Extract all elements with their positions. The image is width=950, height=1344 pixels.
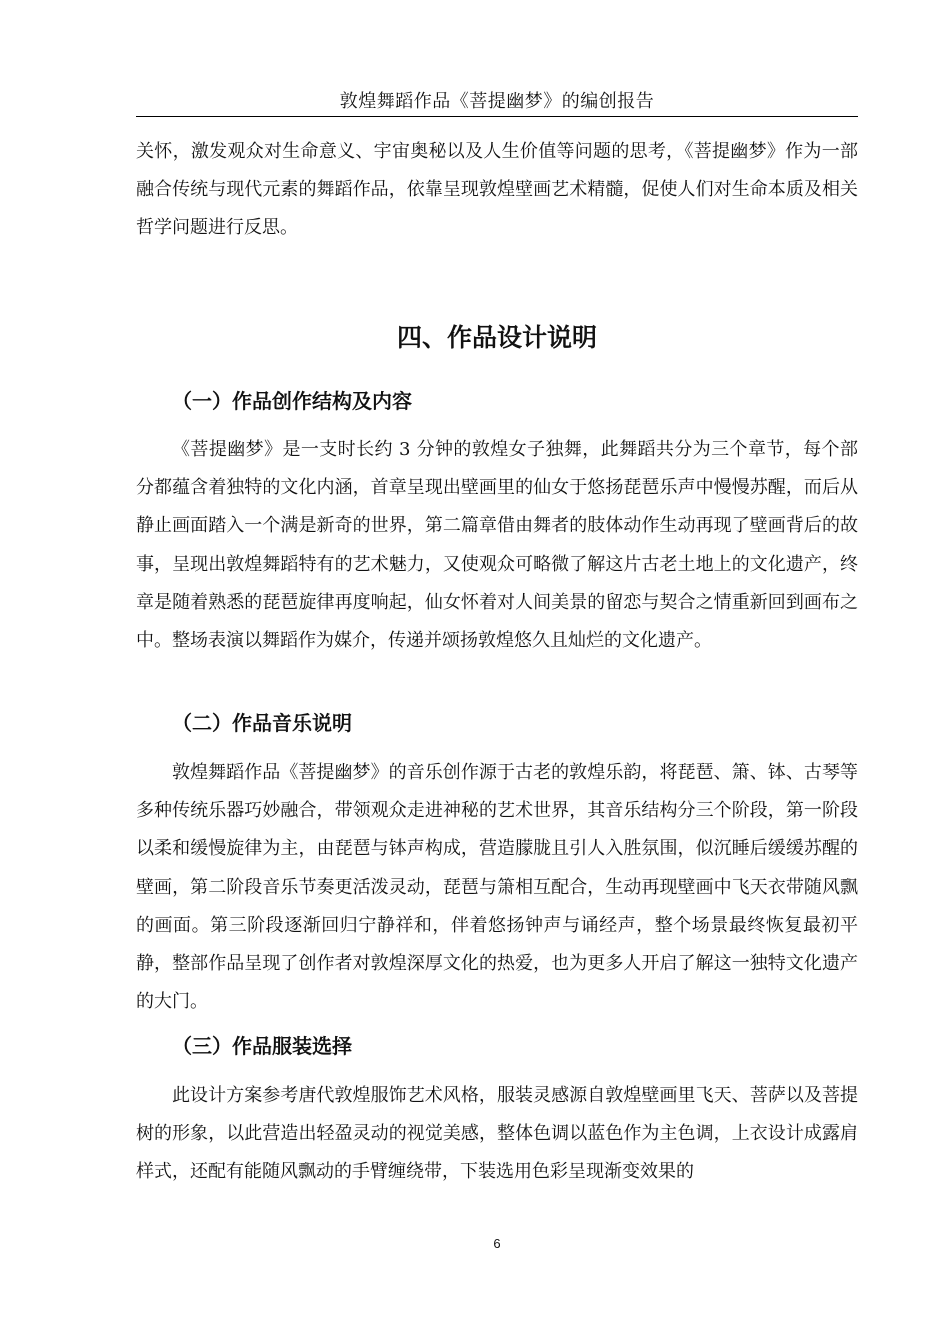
- intro-paragraph: 关怀，激发观众对生命意义、宇宙奥秘以及人生价值等问题的思考，《菩提幽梦》作为一部融合传统与现代元素的舞蹈作品，依靠呈现敦煌壁画艺术精髓，促使人们对生命本质及相关哲学问题进行反思。: [136, 141, 858, 239]
- costume-paragraph: 此设计方案参考唐代敦煌服饰艺术风格，服装灵感源自敦煌壁画里飞天、菩萨以及菩提树的形象，以此营造出轻盈灵动的视觉美感，整体色调以蓝色作为主色调，上衣设计成露肩样式，还配有能随风飘动的手臂缠绕带，下装选用色彩呈现渐变效果的: [136, 1085, 858, 1183]
- subsection-title-structure: （一）作品创作结构及内容: [172, 389, 412, 413]
- structure-paragraph: 《菩提幽梦》是一支时长约 3 分钟的敦煌女子独舞，此舞蹈共分为三个章节，每个部分都蕴含着独特的文化内涵，首章呈现出壁画里的仙女于悠扬琵琶乐声中慢慢苏醒，而后从静止画面踏入一个满是新奇的世界，第二篇章借由舞者的肢体动作生动再现了壁画背后的故事，呈现出敦煌舞蹈特有的艺术魅力，又使观众可略微了解这片古老土地上的文化遗产，终章是随着熟悉的琵琶旋律再度响起，仙女怀着对人间美景的留恋与契合之情重新回到画布之中。整场表演以舞蹈作为媒介，传递并颂扬敦煌悠久且灿烂的文化遗产。: [136, 439, 858, 652]
- subsection-title-music: （二）作品音乐说明: [172, 711, 352, 735]
- music-paragraph: 敦煌舞蹈作品《菩提幽梦》的音乐创作源于古老的敦煌乐韵，将琵琶、箫、钵、古琴等多种传统乐器巧妙融合，带领观众走进神秘的艺术世界，其音乐结构分三个阶段，第一阶段以柔和缓慢旋律为主，由琵琶与钵声构成，营造朦胧且引人入胜氛围，似沉睡后缓缓苏醒的壁画，第二阶段音乐节奏更活泼灵动，琵琶与箫相互配合，生动再现壁画中飞天衣带随风飘的画面。第三阶段逐渐回归宁静祥和，伴着悠扬钟声与诵经声，整个场景最终恢复最初平静，整部作品呈现了创作者对敦煌深厚文化的热爱，也为更多人开启了解这一独特文化遗产的大门。: [136, 762, 858, 1013]
- page-number: 6: [493, 1236, 501, 1251]
- running-header: 敦煌舞蹈作品《菩提幽梦》的编创报告: [339, 91, 655, 112]
- subsection-title-costume: （三）作品服装选择: [172, 1034, 352, 1058]
- section-title: 四、作品设计说明: [396, 323, 597, 352]
- header-divider: [136, 116, 858, 117]
